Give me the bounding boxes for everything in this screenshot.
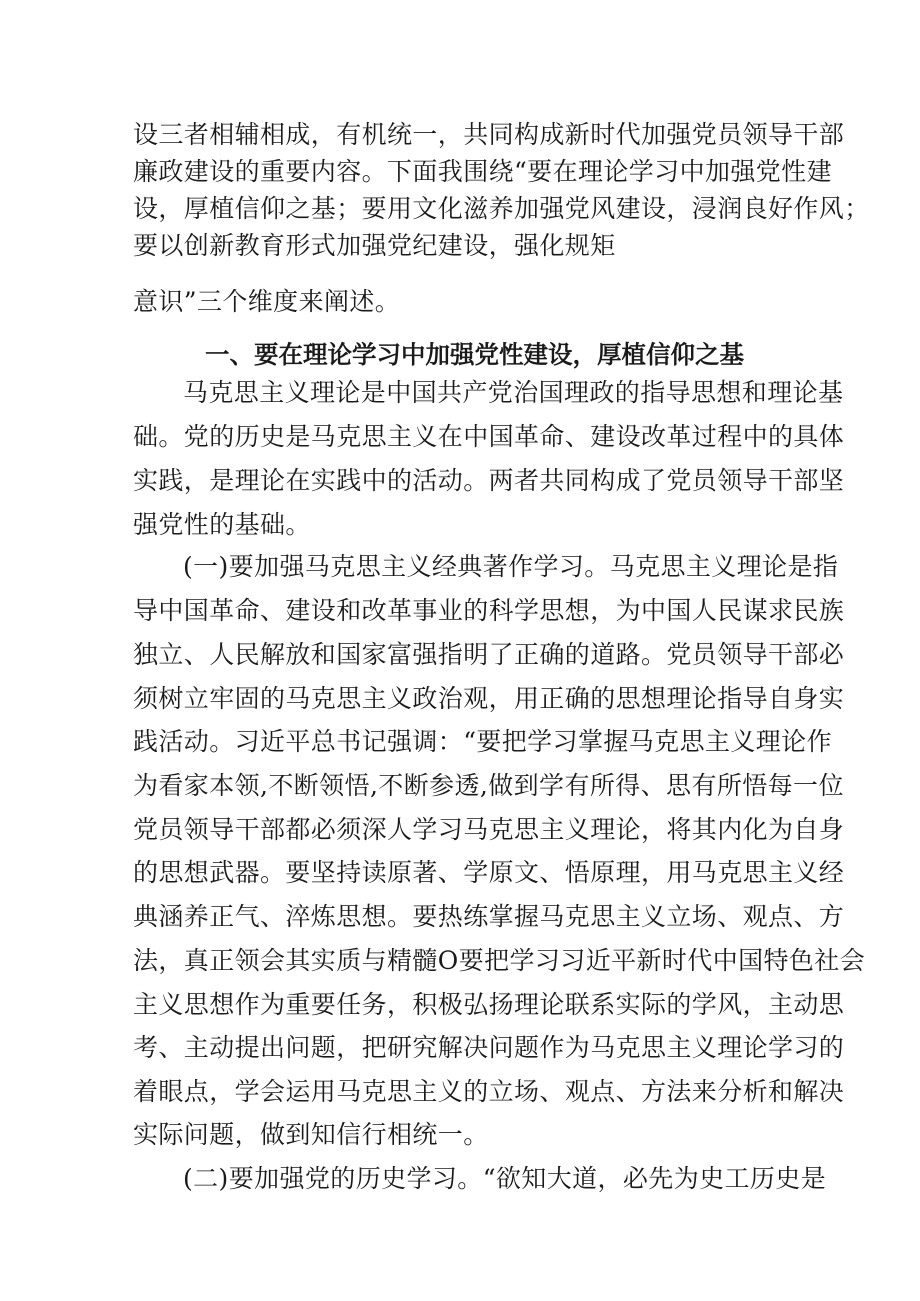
intro-line: 设，厚植信仰之基；要用文化滋养加强党风建设，浸润良好作风； (133, 194, 870, 223)
paragraph-line: 实践，是理论在实践中的活动。两者共同构成了党员领导干部坚 (133, 466, 845, 495)
paragraph-line: 须树立牢固的马克思主义政治观，用正确的思想理论指导自身实 (133, 684, 845, 713)
intro-line: 意识”三个维度来阐述。 (133, 287, 401, 316)
paragraph-line: (一)要加强马克思主义经典著作学习。马克思主义理论是指 (183, 552, 839, 581)
paragraph-line: 强党性的基础。 (133, 510, 311, 539)
paragraph-line: 马克思主义理论是中国共产党治国理政的指导思想和理论基 (183, 378, 844, 407)
intro-line: 要以创新教育形式加强党纪建设，强化规矩 (133, 231, 616, 260)
paragraph-line: 法，真正领会其实质与精髓O要把学习习近平新时代中国特色社会 (133, 946, 866, 975)
paragraph-line: 为看家本领,不断领悟,不断参透,做到学有所得、思有所悟每一位 (133, 771, 844, 800)
paragraph-line: 考、主动提出问题，把研究解决问题作为马克思主义理论学习的 (133, 1033, 845, 1062)
paragraph-line: 党员领导干部都必须深人学习马克思主义理论，将其内化为自身 (133, 815, 845, 844)
paragraph-line: 着眼点，学会运用马克思主义的立场、观点、方法来分析和解决 (133, 1077, 845, 1106)
paragraph-line: 础。党的历史是马克思主义在中国革命、建设改革过程中的具体 (133, 422, 845, 451)
paragraph-line: 独立、人民解放和国家富强指明了正确的道路。党员领导干部必 (133, 640, 845, 669)
paragraph-line: 实际问题，做到知信行相统一。 (133, 1120, 489, 1149)
paragraph-line: 典涵养正气、淬炼思想。要热练掌握马克思主义立场、观点、方 (133, 902, 845, 931)
intro-line: 设三者相辅相成，有机统一，共同构成新时代加强党员领导干部 (133, 120, 845, 149)
paragraph-line: 的思想武器。要坚持读原著、学原文、悟原理，用马克思主义经 (133, 858, 845, 887)
paragraph-line: 践活动。习近平总书记强调：“要把学习掌握马克思主义理论作 (133, 727, 832, 756)
paragraph-line: 主义思想作为重要任务，积极弘扬理论联系实际的学风，主动思 (133, 990, 845, 1019)
paragraph-line: (二)要加强党的历史学习。“欲知大道，必先为史工历史是 (183, 1164, 827, 1193)
section-heading: 一、要在理论学习中加强党性建设，厚植信仰之基 (205, 340, 744, 369)
intro-line: 廉政建设的重要内容。下面我围绕“要在理论学习中加强党性建 (133, 157, 832, 186)
paragraph-line: 导中国革命、建设和改革事业的科学思想，为中国人民谋求民族 (133, 596, 845, 625)
